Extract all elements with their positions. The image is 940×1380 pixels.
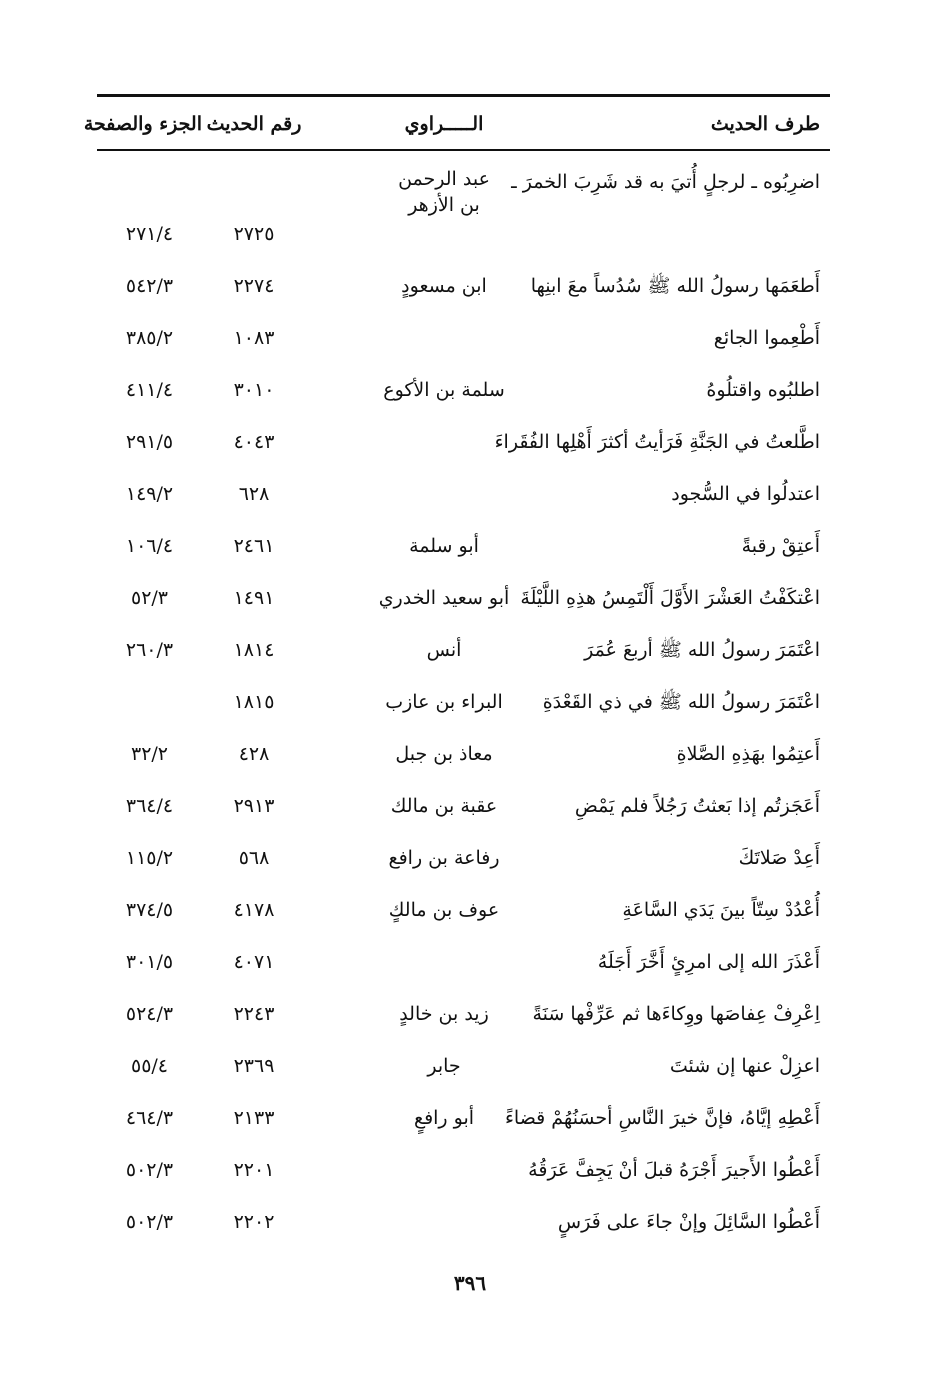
hadith-start: أَعتِمُوا بهَذِهِ الصَّلاةِ: [676, 743, 820, 765]
table-row: [97, 936, 830, 988]
volume-page: ٢٧١/٤: [125, 223, 174, 245]
hadith-number: ٢٤٦١: [233, 535, 275, 557]
hadith-number: ٢٧٢٥: [233, 223, 275, 245]
header-narrator: الـــــراوي: [404, 113, 484, 135]
table-row: [97, 468, 830, 520]
hadith-number: ٢٢٤٣: [233, 1003, 275, 1025]
table-row: [97, 884, 830, 936]
volume-page: ٥٥/٤: [130, 1055, 169, 1077]
hadith-number: ٤١٧٨: [233, 899, 275, 921]
table-row: [97, 624, 830, 676]
table-row: [97, 364, 830, 416]
volume-page: ١٤٩/٢: [125, 483, 174, 505]
narrator: أبو سلمة: [409, 535, 479, 557]
hadith-start: أَعِدْ صَلاتَكَ: [738, 847, 820, 869]
page-number: ٣٩٦: [453, 1271, 487, 1295]
hadith-number: ٢٢٠١: [233, 1159, 275, 1181]
narrator: معاذ بن جبل: [395, 743, 493, 765]
hadith-number: ٢٢٠٢: [233, 1211, 275, 1233]
table-row: [97, 728, 830, 780]
hadith-number: ٤٠٤٣: [233, 431, 275, 453]
hadith-start: أَعْذَرَ الله إلى امرِئٍ أَخَّرَ أَجَلَهُ: [597, 951, 820, 973]
volume-page: ٥٢٤/٣: [125, 1003, 174, 1025]
volume-page: ٣٦٤/٤: [125, 795, 174, 817]
volume-page: ١١٥/٢: [125, 847, 174, 869]
hadith-number: ٤٢٨: [238, 743, 270, 765]
hadith-start: أَعْطِهِ إيَّاهُ، فإنَّ خيرَ النَّاسِ أحسَنُهُمْ قضاءً: [504, 1107, 820, 1129]
narrator: أنس: [426, 639, 462, 661]
hadith-number: ١٠٨٣: [233, 327, 275, 349]
table-row: [97, 780, 830, 832]
volume-page: ٤٦٤/٣: [125, 1107, 174, 1129]
hadith-start: اطلبُوه واقتلُوهُ: [706, 379, 820, 401]
hadith-number: ٦٢٨: [238, 483, 270, 505]
narrator: سلمة بن الأكوع: [383, 379, 505, 401]
table-row: [97, 416, 830, 468]
narrator: زيد بن خالدٍ: [399, 1003, 489, 1025]
narrator: أبو رافعٍ: [413, 1107, 475, 1129]
volume-page: ٥٠٢/٣: [125, 1211, 174, 1233]
hadith-start: اعْتكَفْتُ العَشْرَ الأَوَّلَ أَلْتَمِسُ هذِهِ اللَّيْلَةَ: [520, 587, 820, 609]
hadith-start: اعْتَمَرَ رسولُ الله ﷺ في ذي القَعْدَةِ: [542, 691, 820, 713]
hadith-number: ٢٢٧٤: [233, 275, 275, 297]
hadith-start: أَعْطُوا الأَجيرَ أَجْرَهُ قبلَ أنْ يَجِفَّ عَرَقُهُ: [528, 1159, 820, 1181]
table-row: [97, 676, 830, 728]
volume-page: ٥٢/٣: [130, 587, 169, 609]
hadith-start: أُعْدُدْ سِتّاً بينَ يَدَي السَّاعَةِ: [622, 899, 820, 921]
hadith-start: اِعْرِفْ عِفاصَها ووِكاءَها ثم عَرِّفْها سَنَةً: [532, 1003, 820, 1025]
table-row: [97, 1040, 830, 1092]
hadith-start: أَعَجَزتُم إذا بَعثتُ رَجُلاً فلم يَمْضِ: [574, 795, 820, 817]
narrator: عقبة بن مالك: [390, 795, 498, 817]
top-rule: [97, 94, 830, 97]
narrator: البراء بن عازب: [385, 691, 503, 713]
volume-page: ٣٢/٢: [130, 743, 169, 765]
volume-page: ٢٩١/٥: [125, 431, 174, 453]
volume-page: ١٠٦/٤: [125, 535, 174, 557]
hadith-start: أَعْطُوا السَّائِلَ وإنْ جاءَ على فَرَسٍ: [557, 1211, 820, 1233]
table-row: [97, 1144, 830, 1196]
hadith-number: ١٨١٤: [233, 639, 275, 661]
volume-page: ٣٠١/٥: [125, 951, 174, 973]
hadith-start: أَعتِقْ رقبةً: [741, 535, 820, 557]
volume-page: ٥٠٢/٣: [125, 1159, 174, 1181]
hadith-start: اعْتَمَرَ رسولُ الله ﷺ أربعَ عُمَرَ: [584, 639, 820, 661]
header-volume-page: الجزء والصفحة: [83, 113, 202, 135]
hadith-number: ١٨١٥: [233, 691, 275, 713]
header-hadith-number: رقم الحديث: [206, 113, 302, 135]
table-row: [97, 312, 830, 364]
volume-page: ٥٤٢/٣: [125, 275, 174, 297]
table-row: [97, 156, 830, 260]
table-row: [97, 1196, 830, 1248]
table-row: [97, 572, 830, 624]
narrator: عوف بن مالكٍ: [388, 899, 500, 921]
table-row: [97, 520, 830, 572]
table-row: [97, 832, 830, 884]
header-rule: [97, 149, 830, 151]
hadith-number: ٢٣٦٩: [233, 1055, 275, 1077]
hadith-start: اعزِلْ عنها إن شئتَ: [669, 1055, 820, 1077]
hadith-number: ٢١٣٣: [233, 1107, 275, 1129]
hadith-start: اضرِبُوه ـ لرجلٍ أُتيَ به قد شَرِبَ الخمرَ ـ: [511, 171, 820, 193]
table-row: [97, 1092, 830, 1144]
hadith-start: أَطعَمَها رسولُ الله ﷺ سُدُساً معَ ابنِها: [530, 275, 820, 297]
table-row: [97, 260, 830, 312]
hadith-number: ٢٩١٣: [233, 795, 275, 817]
hadith-start: اعتدلُوا في السُّجود: [671, 483, 820, 505]
narrator: أبو سعيد الخدري: [378, 587, 510, 609]
narrator: ابن مسعودٍ: [401, 275, 487, 297]
hadith-number: ٣٠١٠: [233, 379, 275, 401]
table-row: [97, 988, 830, 1040]
hadith-number: ١٤٩١: [233, 587, 275, 609]
volume-page: ٣٧٤/٥: [125, 899, 174, 921]
hadith-number: ٥٦٨: [238, 847, 270, 869]
table-header: [83, 104, 830, 144]
hadith-start: أَطْعِموا الجائع: [713, 327, 820, 349]
narrator: رفاعة بن رافع: [388, 847, 500, 869]
narrator: جابر: [427, 1055, 461, 1077]
hadith-index-table: [97, 156, 830, 1248]
volume-page: ٤١١/٤: [125, 379, 174, 401]
narrator: عبد الرحمن بن الأزهر: [398, 168, 490, 216]
hadith-number: ٤٠٧١: [233, 951, 275, 973]
hadith-start: اطَّلعتُ في الجَنَّةِ فَرَأيتُ أكثرَ أَهْلِها الفُقَراءَ: [494, 431, 820, 453]
volume-page: ٢٦٠/٣: [125, 639, 174, 661]
header-hadith-start: طرف الحديث: [710, 113, 820, 135]
volume-page: ٣٨٥/٢: [125, 327, 174, 349]
